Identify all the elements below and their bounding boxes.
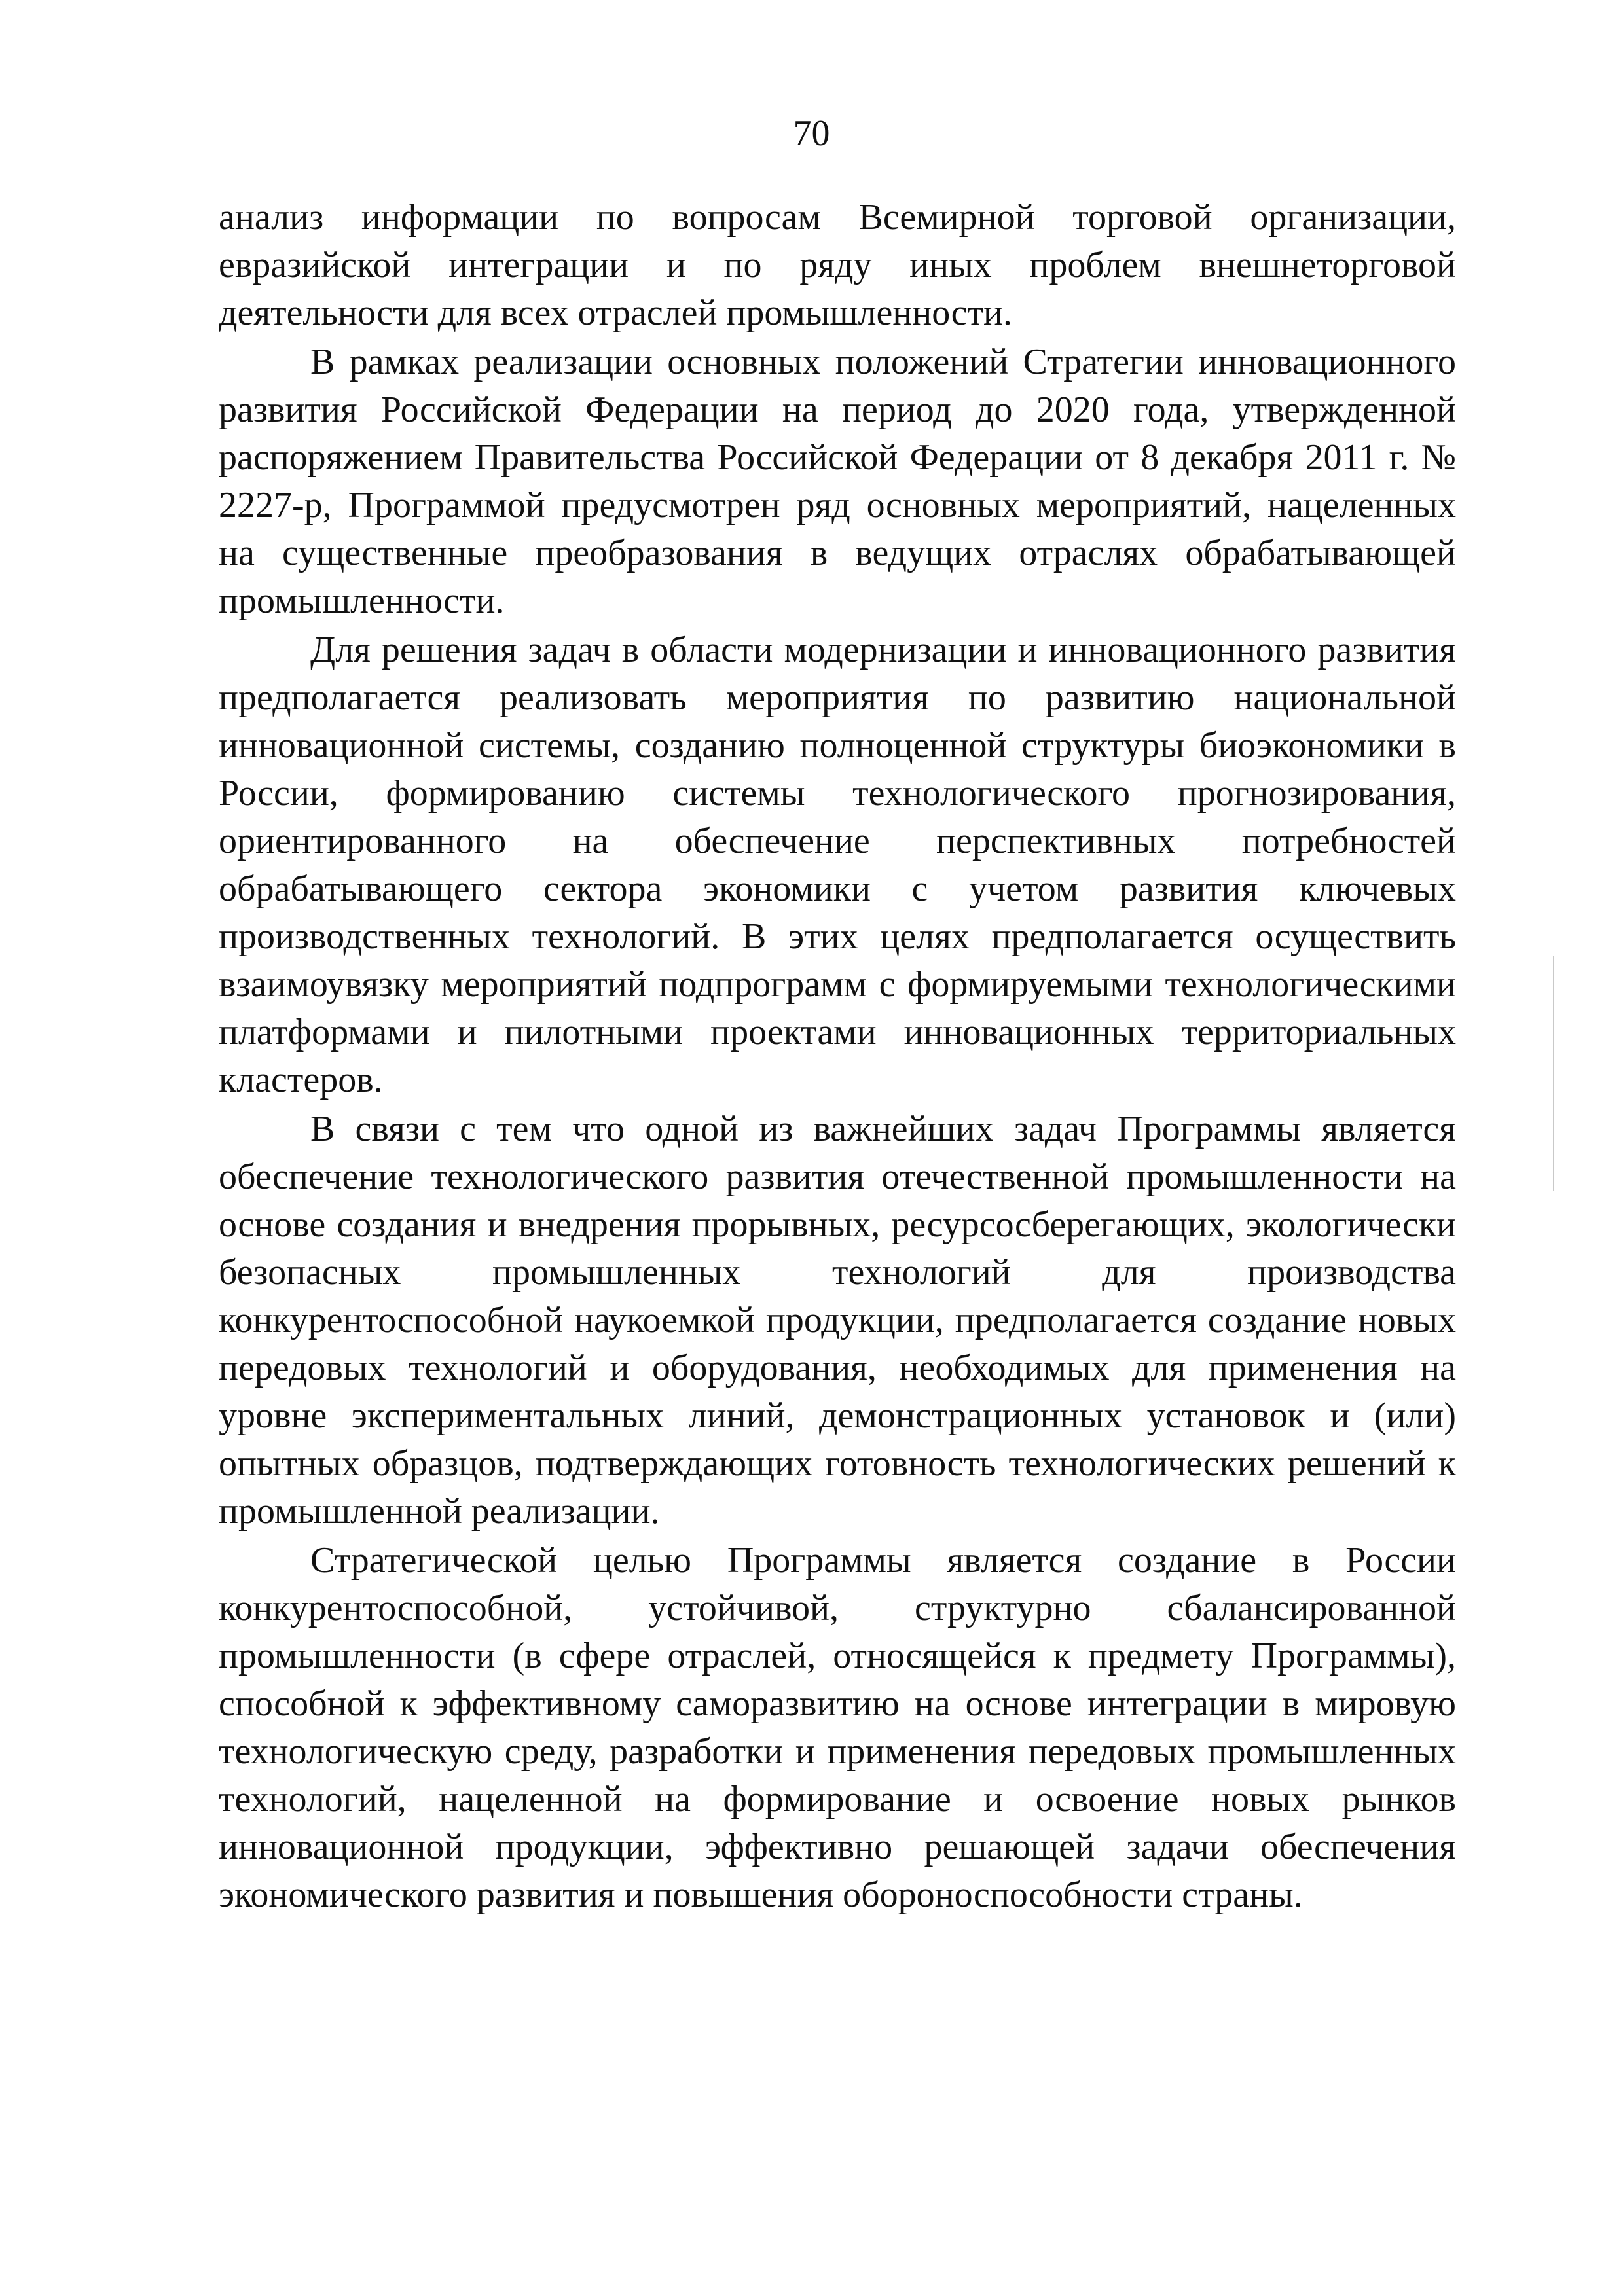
paragraph-strategic-goal: Стратегической целью Программы является создание в России конкурентоспособной, устойчивой, структурно сбалансированной промышленности (в сфере отраслей, относящейся к предмету Программы), способной к эффективному саморазвитию на основе интеграции в мировую технологическую среду, разработки и применения передовых промышленных технологий, нацеленной на формирование и освоение новых рынков инновационной продукции, эффективно решающей задачи обеспечения экономического развития и повышения обороноспособности страны.: [219, 1540, 1456, 1915]
paragraph-modernization: Для решения задач в области модернизации и инновационного развития предполагается реализовать мероприятия по развитию национальной инновационной системы, созданию полноценной структуры биоэкономики в России, формированию системы технологического прогнозирования, ориентированного на обеспечение перспективных потребностей обрабатывающего сектора экономики с учетом развития ключевых производственных технологий. В этих целях предполагается осуществить взаимоувязку мероприятий подпрограмм с формируемыми технологическими платформами и пилотными проектами инновационных территориальных кластеров.: [219, 630, 1456, 1100]
page-number: 70: [793, 113, 830, 154]
paragraph-strategy: В рамках реализации основных положений Стратегии инновационного развития Российской Федерации на период до 2020 года, утвержденной распоряжением Правительства Российской Федерации от 8 декабря 2011 г. № 2227-р, Программой предусмотрен ряд основных мероприятий, нацеленных на существенные преобразования в ведущих отраслях обрабатывающей промышленности.: [219, 342, 1456, 621]
document-body: [219, 194, 1456, 1920]
paragraph-technological-development: В связи с тем что одной из важнейших задач Программы является обеспечение технологического развития отечественной промышленности на основе создания и внедрения прорывных, ресурсосберегающих, экологически безопасных промышленных технологий для производства конкурентоспособной наукоемкой продукции, предполагается создание новых передовых технологий и оборудования, необходимых для применения на уровне экспериментальных линий, демонстрационных установок и (или) опытных образцов, подтверждающих готовность технологических решений к промышленной реализации.: [219, 1109, 1456, 1532]
paragraph-continuation: анализ информации по вопросам Всемирной торговой организации, евразийской интеграции и по ряду иных проблем внешнеторговой деятельности для всех отраслей промышленности.: [219, 197, 1456, 333]
scan-artifact-line: [1553, 956, 1554, 1191]
